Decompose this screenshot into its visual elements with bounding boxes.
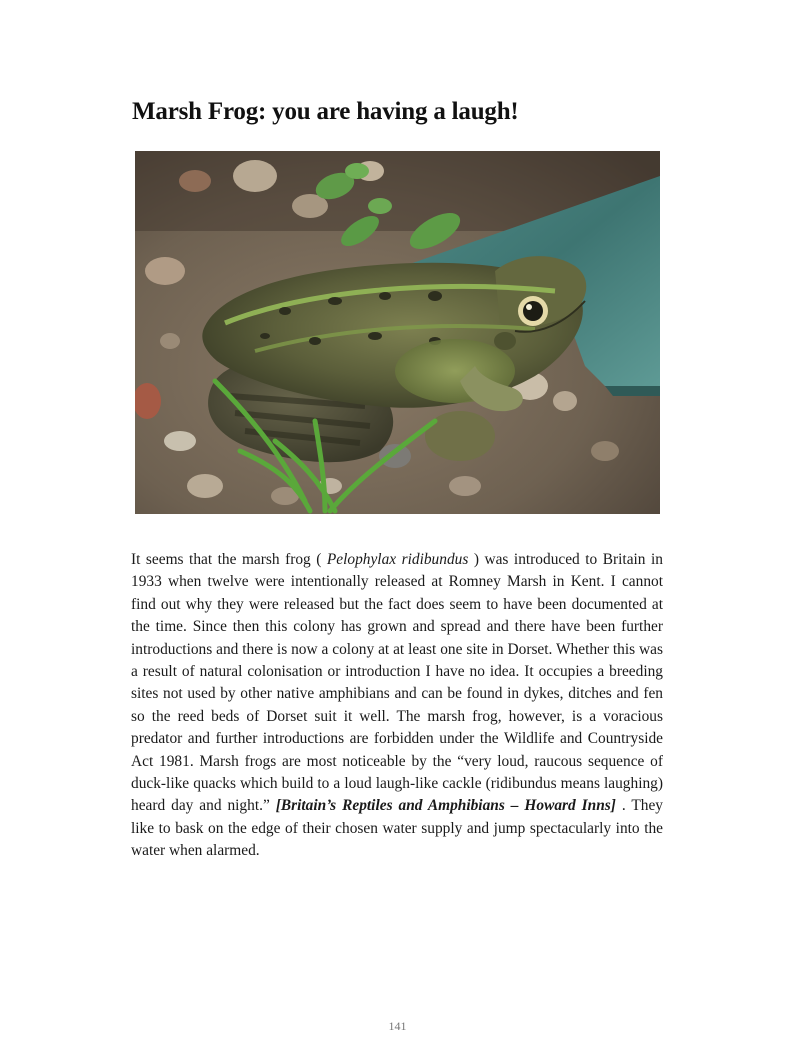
frog-photo xyxy=(135,151,660,514)
page-number: 141 xyxy=(388,1019,407,1033)
body-paragraph xyxy=(131,549,663,863)
body-text-part-2: ) was introduced to Britain in 1933 when twelve were intentionally released at Romney Marsh in Kent. I cannot find out why they were released but the fact does seem to have been documented at the time. Since then this colony has grown and spread and there have been further introductions and there is now a colony at at least one site in Dorset. Whether this was a result of natural colonisation or introduction I have no idea. It occupies a breeding sites not used by other native amphibians and can be found in dykes, ditches and fen so the reed beds of Dorset suit it well. The marsh frog, however, is a voracious predator and further introductions are forbidden under the Wildlife and Countryside Act 1981. Marsh frogs are most noticeable by the “very loud, raucous sequence of duck-like quacks which build to a loud laugh-like cackle (ridibundus means laughing) heard day and night.” xyxy=(131,551,663,815)
species-name: Pelophylax ridibundus xyxy=(326,551,469,568)
page-title: Marsh Frog: you are having a laugh! xyxy=(132,98,519,125)
body-text-part-3: . They like to bask on the edge of their chosen water supply and jump spectacularly into the water when alarmed. xyxy=(131,797,663,860)
body-text-part-1: It seems that the marsh frog ( xyxy=(131,551,322,568)
citation: [Britain’s Reptiles and Amphibians – Howard Inns] xyxy=(275,797,616,815)
